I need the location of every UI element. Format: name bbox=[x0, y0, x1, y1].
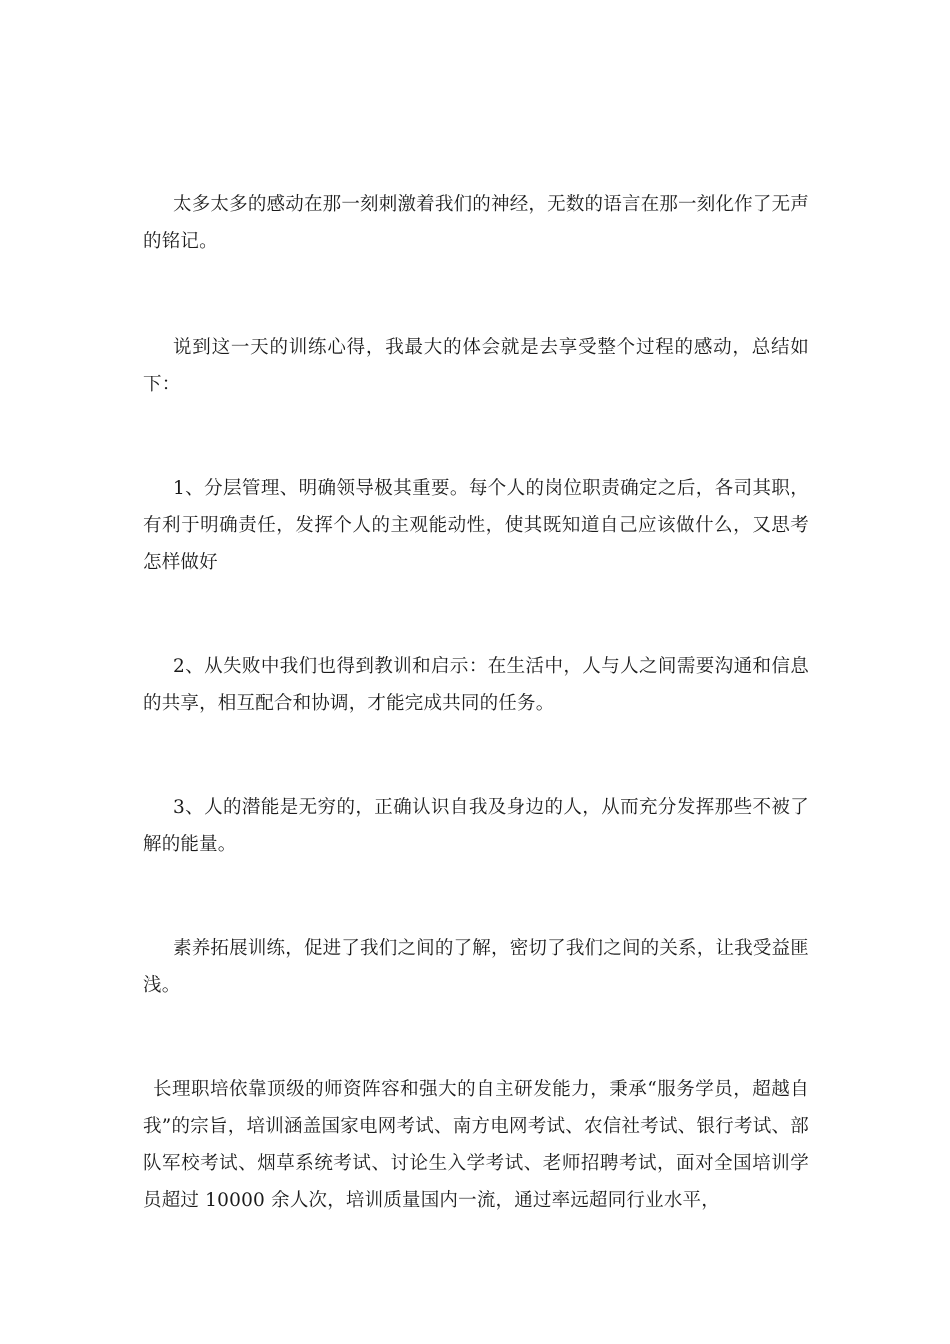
paragraph-summary-lead: 说到这一天的训练心得，我最大的体会就是去享受整个过程的感动，总结如下： bbox=[143, 337, 809, 395]
paragraph-conclusion: 素养拓展训练，促进了我们之间的了解，密切了我们之间的关系，让我受益匪浅。 bbox=[143, 938, 809, 996]
paragraph-organization-intro: 长理职培依靠顶级的师资阵容和强大的自主研发能力，秉承“服务学员，超越自我”的宗旨，培训涵盖国家电网考试、南方电网考试、农信社考试、银行考试、部队军校考试、烟草系统考试、讨论生入学考试、老师招聘考试，面对全国培训学员超过 10000 余人次，培训质量国内一流，通过率远超同行业水平， bbox=[143, 1079, 809, 1211]
paragraph-point-2: 2、从失败中我们也得到教训和启示：在生活中，人与人之间需要沟通和信息的共享，相互配合和协调，才能完成共同的任务。 bbox=[143, 656, 809, 714]
paragraph-intro-feelings: 太多太多的感动在那一刻刺激着我们的神经，无数的语言在那一刻化作了无声的铭记。 bbox=[143, 194, 809, 252]
paragraph-point-3: 3、人的潜能是无穷的，正确认识自我及身边的人，从而充分发挥那些不被了解的能量。 bbox=[143, 797, 809, 855]
paragraph-point-1: 1、分层管理、明确领导极其重要。每个人的岗位职责确定之后，各司其职，有利于明确责任，发挥个人的主观能动性，使其既知道自己应该做什么，又思考怎样做好 bbox=[143, 478, 809, 573]
